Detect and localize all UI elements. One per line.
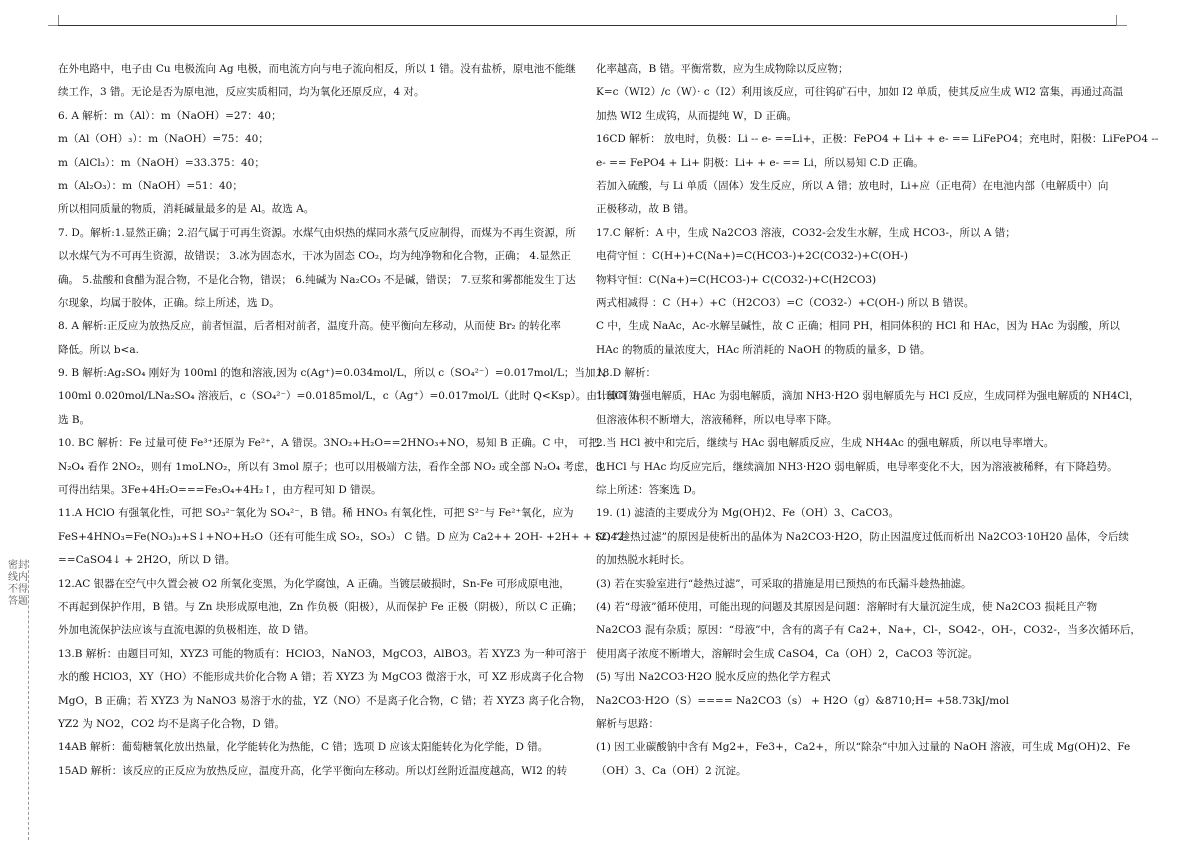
text-line: 解析与思路：	[596, 717, 659, 730]
text-line: 12.AC 银器在空气中久置会被 O2 所氧化变黑，为化学腐蚀，A 正确。当镀层破损时，Sn-Fe 可形成原电池，	[58, 577, 570, 590]
text-line: 17.C 解析：A 中，生成 Na2CO3 溶液，CO32-会发生水解，生成 HCO3-，所以 A 错；	[596, 226, 1016, 239]
text-line: 8. A 解析:正反应为放热反应，前者恒温，后者相对前者，温度升高。使平衡向左移动，从而使 Br₂ 的转化率	[58, 320, 561, 333]
text-line: 使用离子浓度不断增大，溶解时会生成 CaSO4，Ca（OH）2，CaCO3 等沉淀。	[596, 647, 979, 660]
text-line: 两式相减得 ：C（H+）+C（H2CO3）=C（CO32-）+C(OH-) 所以 B 错误。	[596, 296, 975, 309]
header-rule	[58, 25, 1116, 26]
text-line: 电荷守恒 ：C(H+)+C(Na+)=C(HCO3-)+2C(CO32-)+C(OH-)	[596, 250, 908, 263]
text-line: 加热 WI2 生成钨，从而提纯 W，D 正确。	[596, 109, 798, 122]
text-line: 10. BC 解析：Fe 过量可使 Fe³⁺还原为 Fe²⁺，A 错误。3NO₂+H₂O==2HNO₃+NO，易知 B 正确。C 中， 可把	[58, 437, 600, 450]
text-line: 但溶液体积不断增大，溶液稀释，所以电导率下降。	[596, 413, 838, 426]
text-line: 19. (1) 滤渣的主要成分为 Mg(OH)2、Fe（OH）3、CaCO3。	[596, 507, 900, 520]
text-line: 9. B 解析:Ag₂SO₄ 刚好为 100ml 的饱和溶液,因为 c(Ag⁺)=0.034mol/L，所以 c（SO₄²⁻）=0.017mol/L；当加入	[58, 367, 606, 380]
text-line: N₂O₄ 看作 2NO₂，则有 1moLNO₂，所以有 3mol 原子；也可以用极端方法，看作全部 NO₂ 或全部 N₂O₄ 考虑，也	[58, 460, 606, 473]
text-line: 3.HCl 与 HAc 均反应完后，继续滴加 NH3·H2O 弱电解质，电导率变化不大，因为溶液被稀释，有下降趋势。	[596, 460, 1118, 473]
text-line: 7. D。解析:1.显然正确；2.沼气属于可再生资源。水煤气由炽热的煤同水蒸气反应制得，而煤为不再生资源，所	[58, 226, 576, 239]
text-line: 2.当 HCl 被中和完后，继续与 HAc 弱电解质反应，生成 NH4Ac 的强电解质，所以电导率增大。	[596, 437, 1055, 450]
text-line: Na2CO3 混有杂质；原因：“母液”中，含有的离子有 Ca2+，Na+，Cl-，SO42-，OH-，CO32-，当多次循环后，	[596, 624, 1141, 637]
text-line: 以水煤气为不可再生资源，故错误； 3.冰为固态水，干冰为固态 CO₂，均为纯净物和化合物，正确； 4.显然正	[58, 250, 571, 263]
text-line: MgO，B 正确；若 XYZ3 为 NaNO3 易溶于水的盐，YZ（NO）不是离子化合物，C 错；若 XYZ3 离子化合物，	[58, 694, 592, 707]
text-line: FeS+4HNO₃=Fe(NO₃)₃+S↓+NO+H₂O（还有可能生成 SO₂，SO₃） C 错。D 应为 Ca2++ 2OH- +2H+ + SO42-	[58, 530, 628, 543]
text-line: 不再起到保护作用，B 错。与 Zn 块形成原电池，Zn 作负极（阳极），从而保护 Fe 正极（阴极），所以 C 正确；	[58, 600, 583, 613]
text-line: Na2CO3·H2O（S）==== Na2CO3（s） + H2O（g）&8710;H= +58.73kJ/mol	[596, 694, 1009, 707]
text-line: 1.HCl 为强电解质，HAc 为弱电解质，滴加 NH3·H2O 弱电解质先与 HCl 反应，生成同样为强电解质的 NH4Cl，	[596, 390, 1140, 403]
text-line: C 中，生成 NaAc，Ac-水解呈碱性，故 C 正确；相同 PH，相同体积的 HCl 和 HAc，因为 HAc 为弱酸，所以	[596, 320, 1120, 333]
text-line: (1) 因工业碳酸钠中含有 Mg2+，Fe3+，Ca2+，所以“除杂”中加入过量的 NaOH 溶液，可生成 Mg(OH)2、Fe	[596, 741, 1131, 754]
text-line: 6. A 解析：m（Al）：m（NaOH）=27：40；	[58, 109, 282, 122]
text-line: 化率越高，B 错。平衡常数，应为生成物除以反应物；	[596, 63, 849, 75]
text-line: 物料守恒：C(Na+)=C(HCO3-)+ C(CO32-)+C(H2CO3)	[596, 273, 877, 286]
text-line: 15AD 解析：该反应的正反应为放热反应，温度升高，化学平衡向左移动。所以灯丝附近温度越高，WI2 的转	[58, 764, 568, 777]
text-line: 的加热脱水耗时长。	[596, 554, 691, 567]
text-line: 16CD 解析： 放电时，负极：Li -- e- ==Li+，正极：FePO4 + Li+ + e- == LiFePO4；充电时，阳极：LiFePO4 --	[596, 133, 1159, 146]
text-line: (5) 写出 Na2CO3·H2O 脱水反应的热化学方程式	[596, 671, 831, 684]
text-line: (3) 若在实验室进行“趁热过滤”，可采取的措施是用已预热的布氏漏斗趁热抽滤。	[596, 577, 972, 590]
text-line: （OH）3、Ca（OH）2 沉淀。	[596, 764, 747, 777]
text-line: 正极移动，故 B 错。	[596, 203, 695, 216]
text-line: m（AlCl₃）：m（NaOH）=33.375：40；	[58, 156, 265, 169]
text-line: m（Al（OH）₃）：m（NaOH）=75：40；	[58, 133, 269, 146]
text-line: 11.A HClO 有强氧化性，可把 SO₃²⁻氧化为 SO₄²⁻，B 错。稀 HNO₃ 有氧化性，可把 S²⁻与 Fe²⁺氧化，应为	[58, 507, 574, 520]
text-line: 尔现象，均属于胶体，正确。综上所述，选 D。	[58, 296, 280, 309]
text-line: 水的酸 HClO3，XY（HO）不能形成共价化合物 A 错；若 XYZ3 为 MgCO3 微溶于水，可 XZ 形成离子化合物	[58, 671, 584, 684]
text-line: 确。 5.盐酸和食醋为混合物，不是化合物，错误； 6.纯碱为 Na₂CO₃ 不是碱，错误； 7.豆浆和雾都能发生丁达	[58, 273, 576, 286]
text-line: YZ2 为 NO2，CO2 均不是离子化合物，D 错。	[58, 717, 285, 730]
text-line: 选 B。	[58, 413, 91, 426]
text-line: (4) 若“母液”循环使用，可能出现的问题及其原因是问题：溶解时有大量沉淀生成，使 Na2CO3 损耗且产物	[596, 600, 1098, 613]
text-line: K=c（WI2）/c（W）· c（I2）利用该反应，可往钨矿石中，加如 I2 单质，使其反应生成 WI2 富集，再通过高温	[596, 86, 1124, 99]
text-line: 100ml 0.020mol/LNa₂SO₄ 溶液后，c（SO₄²⁻）=0.0185mol/L，c（Ag⁺）=0.017mol/L（此时 Q<Ksp）。由计算可知	[58, 390, 639, 403]
text-line: ==CaSO4↓ + 2H2O，所以 D 错。	[58, 554, 236, 567]
binding-margin-label: 密封线内不得答题	[8, 560, 28, 607]
text-line: 18.D 解析：	[596, 367, 656, 380]
right-column	[596, 58, 1159, 783]
corner-mark-right	[1116, 15, 1127, 26]
text-line: m（Al₂O₃）：m（NaOH）=51：40；	[58, 179, 243, 192]
text-line: 14AB 解析：葡萄糖氧化放出热量，化学能转化为热能，C 错；选项 D 应该太阳能转化为化学能，D 错。	[58, 741, 549, 754]
text-line: 综上所述：答案选 D。	[596, 484, 703, 497]
text-line: (2) “趁热过滤”的原因是使析出的晶体为 Na2CO3·H2O，防止因温度过低而析出 Na2CO3·10H20 晶体，令后续	[596, 530, 1129, 543]
text-line: 若加入硫酸，与 Li 单质（固体）发生反应，所以 A 错；放电时，Li+应（正电荷）在电池内部（电解质中）向	[596, 179, 1109, 192]
text-line: 续工作，3 错。无论是否为原电池，反应实质相同，均为氧化还原反应，4 对。	[58, 86, 425, 99]
text-line: 所以相同质量的物质，消耗碱量最多的是 Al。故选 A。	[58, 203, 315, 216]
text-line: 外加电流保护法应该与直流电源的负极相连，故 D 错。	[58, 624, 315, 637]
text-line: HAc 的物质的量浓度大，HAc 所消耗的 NaOH 的物质的量多，D 错。	[596, 343, 931, 356]
binding-dashed-line	[28, 560, 29, 840]
text-line: 在外电路中，电子由 Cu 电极流向 Ag 电极，而电流方向与电子流向相反，所以 1 错。没有盐桥，原电池不能继	[58, 63, 576, 75]
text-line: 13.B 解析：由题目可知，XYZ3 可能的物质有：HClO3，NaNO3，MgCO3，AlBO3。若 XYZ3 为一种可溶于	[58, 647, 587, 660]
text-line: 可得出结果。3Fe+4H₂O===Fe₃O₄+4H₂↑，由方程可知 D 错误。	[58, 484, 382, 497]
text-line: e- == FePO4 + Li+ 阴极：Li+ + e- == Li，所以易知 C.D 正确。	[596, 156, 924, 169]
text-line: 降低。所以 b<a.	[58, 343, 139, 356]
